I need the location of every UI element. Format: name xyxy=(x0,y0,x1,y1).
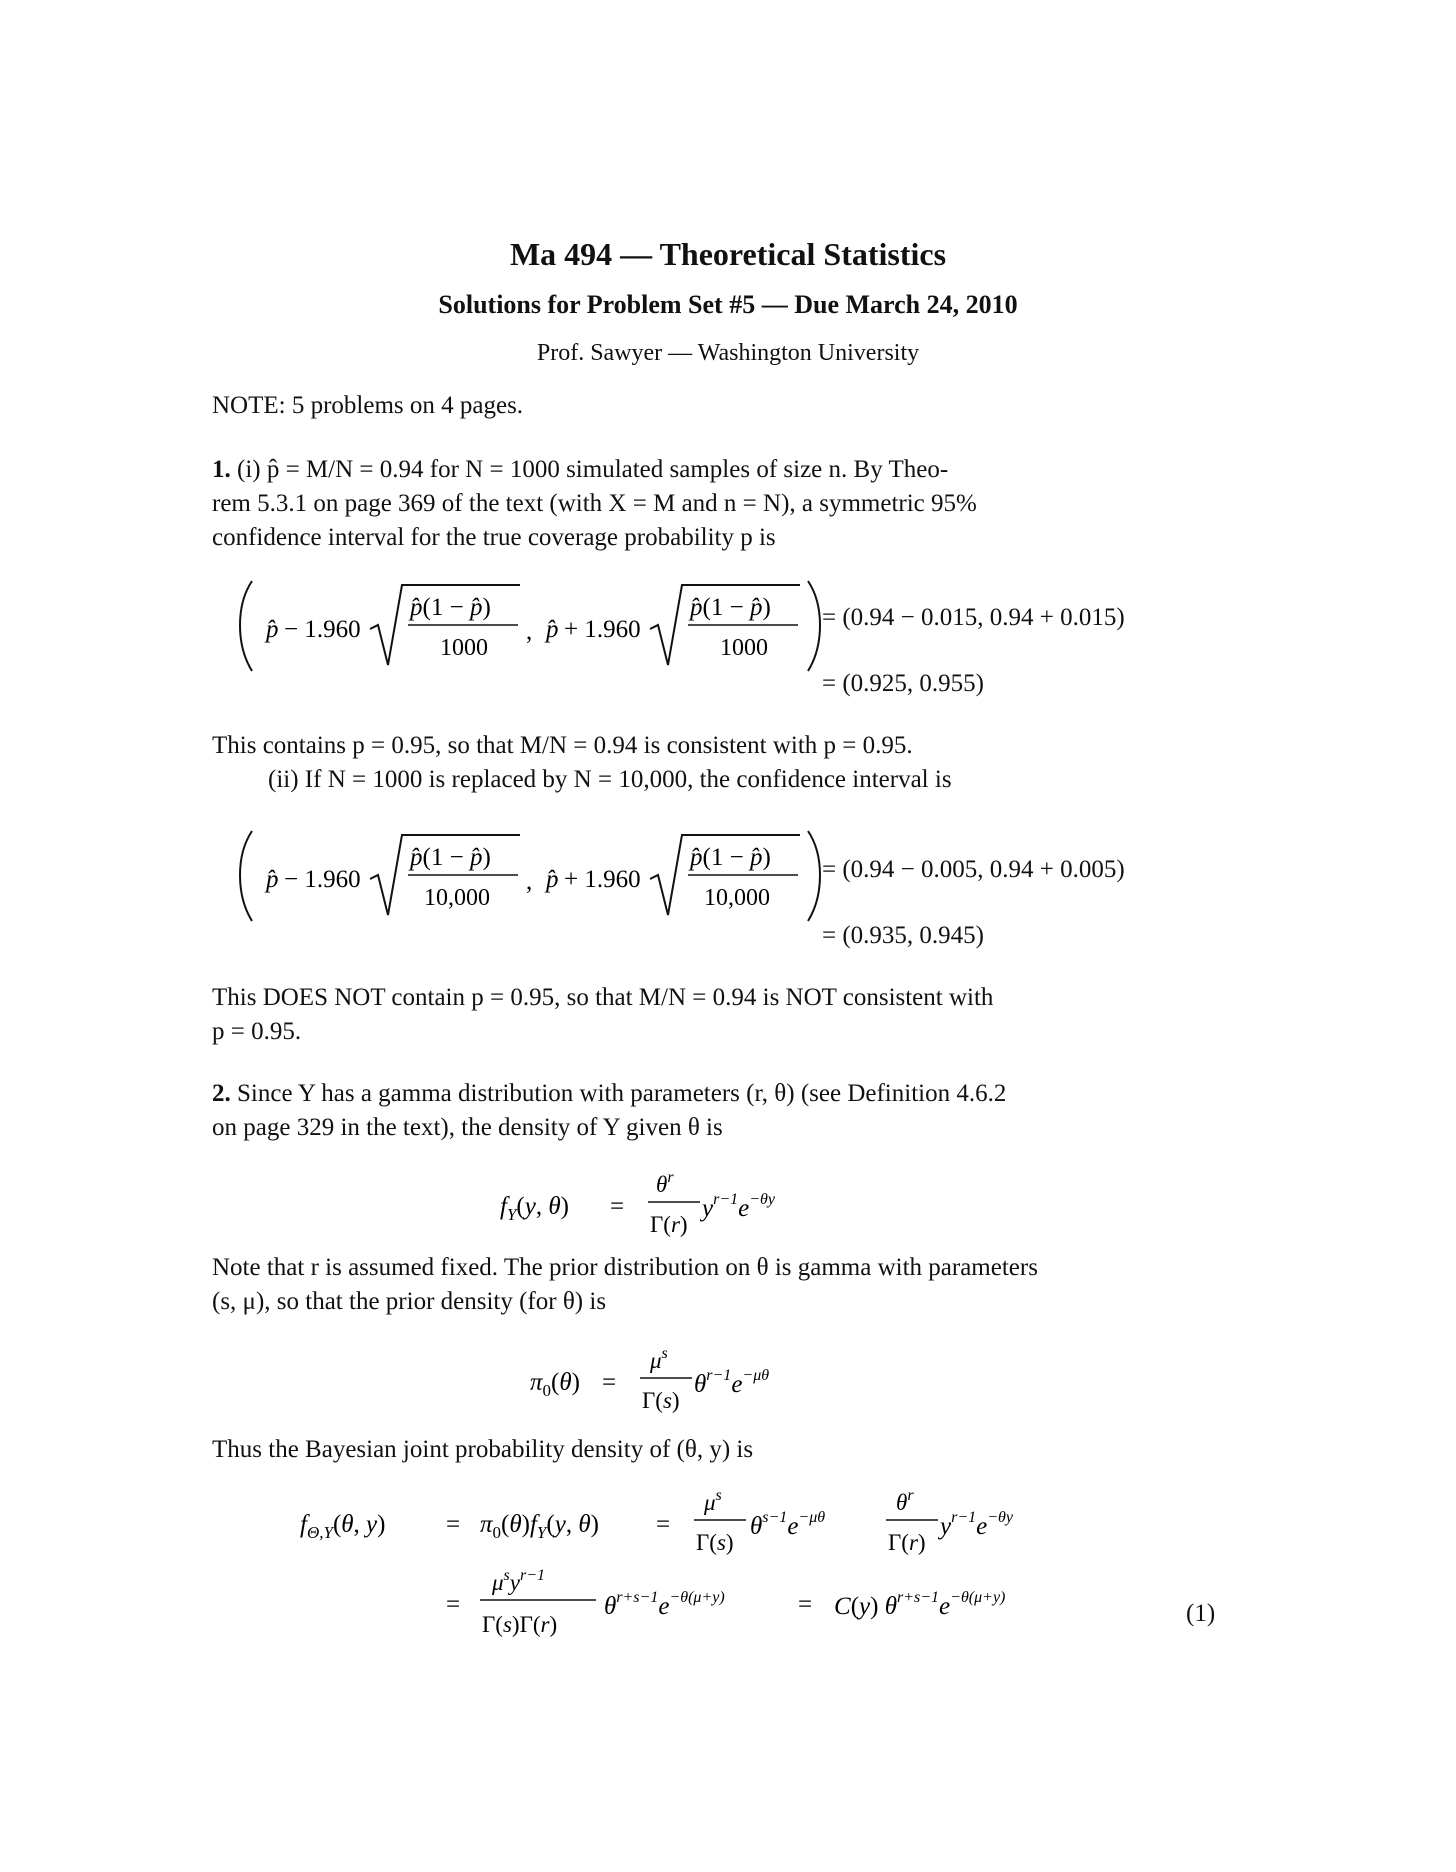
svg-text:p̂(1 − p̂): p̂(1 − p̂) xyxy=(690,594,771,621)
problem-2-number: 2. xyxy=(212,1080,231,1107)
svg-text:Γ(r): Γ(r) xyxy=(650,1212,688,1237)
svg-text:θr+s−1e−θ(μ+y): $\theta^{r+s-1}e^{-\theta(\mu+y)}$ xyxy=(604,1589,725,1620)
svg-text:π0(θ): $\pi_0(\theta)$ xyxy=(530,1369,580,1400)
svg-text:fY(y, θ): $f_Y(y$, θ) xyxy=(500,1193,569,1224)
svg-text:=: = xyxy=(446,1591,461,1618)
svg-text:p̂: p̂ xyxy=(546,866,559,893)
problem-1-line-3: confidence interval for the true coverage probability p is xyxy=(212,524,776,551)
svg-text:p̂(1 − p̂): p̂(1 − p̂) xyxy=(410,594,491,621)
svg-text:Γ(s)Γ(r): Γ(s)Γ(r) xyxy=(482,1612,558,1637)
svg-text:μs: $\mu^s$ xyxy=(650,1345,668,1373)
problem-2-para-2-line-1: Note that r is assumed fixed. The prior distribution on θ is gamma with parameters xyxy=(212,1254,1038,1281)
problem-1-para-2-line-2: (ii) If N = 1000 is replaced by N = 10,000, the confidence interval is xyxy=(268,766,952,793)
svg-text:=: = xyxy=(446,1511,461,1538)
ci-equation-10000 xyxy=(230,825,830,925)
svg-text:θs−1e−μθ: $\theta^{s-1}e^{-\mu\theta}$ xyxy=(750,1509,826,1540)
svg-text:=: = xyxy=(656,1511,671,1538)
svg-text:=: = xyxy=(610,1193,625,1220)
document-title: Ma 494 — Theoretical Statistics xyxy=(509,236,947,272)
svg-text:π0(θ)fY(y, θ): $\pi_0(\theta)f_Y(y$, θ) xyxy=(480,1511,599,1542)
svg-text:θr−1e−μθ: $\theta^{r-1}e^{-\mu\theta}$ xyxy=(694,1367,770,1398)
document-author: Prof. Sawyer — Washington University xyxy=(536,340,920,366)
problem-1-text-1: (i) p̂ = M/N = 0.94 for N = 1000 simulated samples of size n. By Theo- xyxy=(237,456,949,483)
note-line: NOTE: 5 problems on 4 pages. xyxy=(212,392,524,419)
problem-1-line-1 xyxy=(212,456,948,484)
svg-text:− 1.960: − 1.960 xyxy=(284,866,361,893)
svg-text:yr−1e−θy: $y^{r-1}e^{-\theta y}$ xyxy=(702,1191,776,1222)
svg-text:μs: $\mu^s$ xyxy=(704,1487,722,1515)
problem-2-para-2-line-2: (s, μ), so that the prior density (for θ) is xyxy=(212,1288,607,1315)
problem-1-para-3-line-2: p = 0.95. xyxy=(212,1018,302,1045)
ci-result-10000-line-2: = (0.935, 0.945) xyxy=(822,922,984,949)
svg-text:C(y) θr+s−1e−θ(μ+y): C(y) $\theta^{r+s-1}e^{-\theta(\mu+y)}$ xyxy=(834,1589,1006,1620)
problem-1-number: 1. xyxy=(212,456,231,483)
svg-text:+ 1.960: + 1.960 xyxy=(564,866,641,893)
ci-denominator-right-2: 10,000 xyxy=(704,885,770,911)
ci-result-1000-line-2: = (0.925, 0.955) xyxy=(822,670,984,697)
svg-text:p̂(1 − p̂): p̂(1 − p̂) xyxy=(690,844,771,871)
svg-text:θr: $\theta^r$ xyxy=(896,1487,914,1515)
svg-text:p̂(1 − p̂): p̂(1 − p̂) xyxy=(410,844,491,871)
svg-text:,: , xyxy=(526,618,533,645)
ci-denominator-left: 1000 xyxy=(440,635,488,661)
ci-denominator-right: 1000 xyxy=(720,635,768,661)
svg-text:p̂: p̂ xyxy=(266,616,279,643)
prior-density-equation xyxy=(530,1340,850,1420)
svg-text:+ 1.960: + 1.960 xyxy=(564,616,641,643)
svg-text:p̂: p̂ xyxy=(266,866,279,893)
svg-text:θr: $\theta^r$ xyxy=(656,1169,674,1197)
document-subtitle: Solutions for Problem Set #5 — Due March 24, 2010 xyxy=(438,290,1018,319)
problem-2-line-1 xyxy=(212,1080,1006,1108)
svg-text:,: , xyxy=(526,868,533,895)
problem-2-line-2: on page 329 in the text), the density of Y given θ is xyxy=(212,1114,723,1141)
gamma-density-equation xyxy=(500,1164,860,1244)
svg-text:p̂: p̂ xyxy=(546,616,559,643)
ci-result-1000-line-1: = (0.94 − 0.015, 0.94 + 0.015) xyxy=(822,604,1125,631)
svg-text:=: = xyxy=(602,1369,617,1396)
joint-density-equation xyxy=(300,1486,1100,1656)
svg-text:μsyr−1: $\mu^sy^{r-1}$ xyxy=(492,1567,546,1595)
svg-text:− 1.960: − 1.960 xyxy=(284,616,361,643)
svg-text:fΘ,Y(θ, y): $f_{\Theta,Y}(\theta$, y) xyxy=(300,1511,386,1542)
ci-equation-1000 xyxy=(230,575,830,675)
svg-text:Γ(s): Γ(s) xyxy=(696,1530,734,1555)
svg-text:Γ(r): Γ(r) xyxy=(888,1530,926,1555)
problem-1-para-2-line-1: This contains p = 0.95, so that M/N = 0.94 is consistent with p = 0.95. xyxy=(212,732,913,759)
svg-text:yr−1e−θy: $y^{r-1}e^{-\theta y}$ xyxy=(940,1509,1014,1540)
equation-number: (1) xyxy=(1186,1600,1216,1627)
problem-1-line-2: rem 5.3.1 on page 369 of the text (with X = M and n = N), a symmetric 95% xyxy=(212,490,977,517)
svg-text:=: = xyxy=(798,1591,813,1618)
ci-denominator-left-2: 10,000 xyxy=(424,885,490,911)
svg-text:Γ(s): Γ(s) xyxy=(642,1388,680,1413)
problem-2-text-1: Since Y has a gamma distribution with parameters (r, θ) (see Definition 4.6.2 xyxy=(237,1080,1007,1107)
problem-1-para-3-line-1: This DOES NOT contain p = 0.95, so that M/N = 0.94 is NOT consistent with xyxy=(212,984,994,1011)
problem-2-para-3-line-1: Thus the Bayesian joint probability density of (θ, y) is xyxy=(212,1436,754,1463)
ci-result-10000-line-1: = (0.94 − 0.005, 0.94 + 0.005) xyxy=(822,856,1125,883)
